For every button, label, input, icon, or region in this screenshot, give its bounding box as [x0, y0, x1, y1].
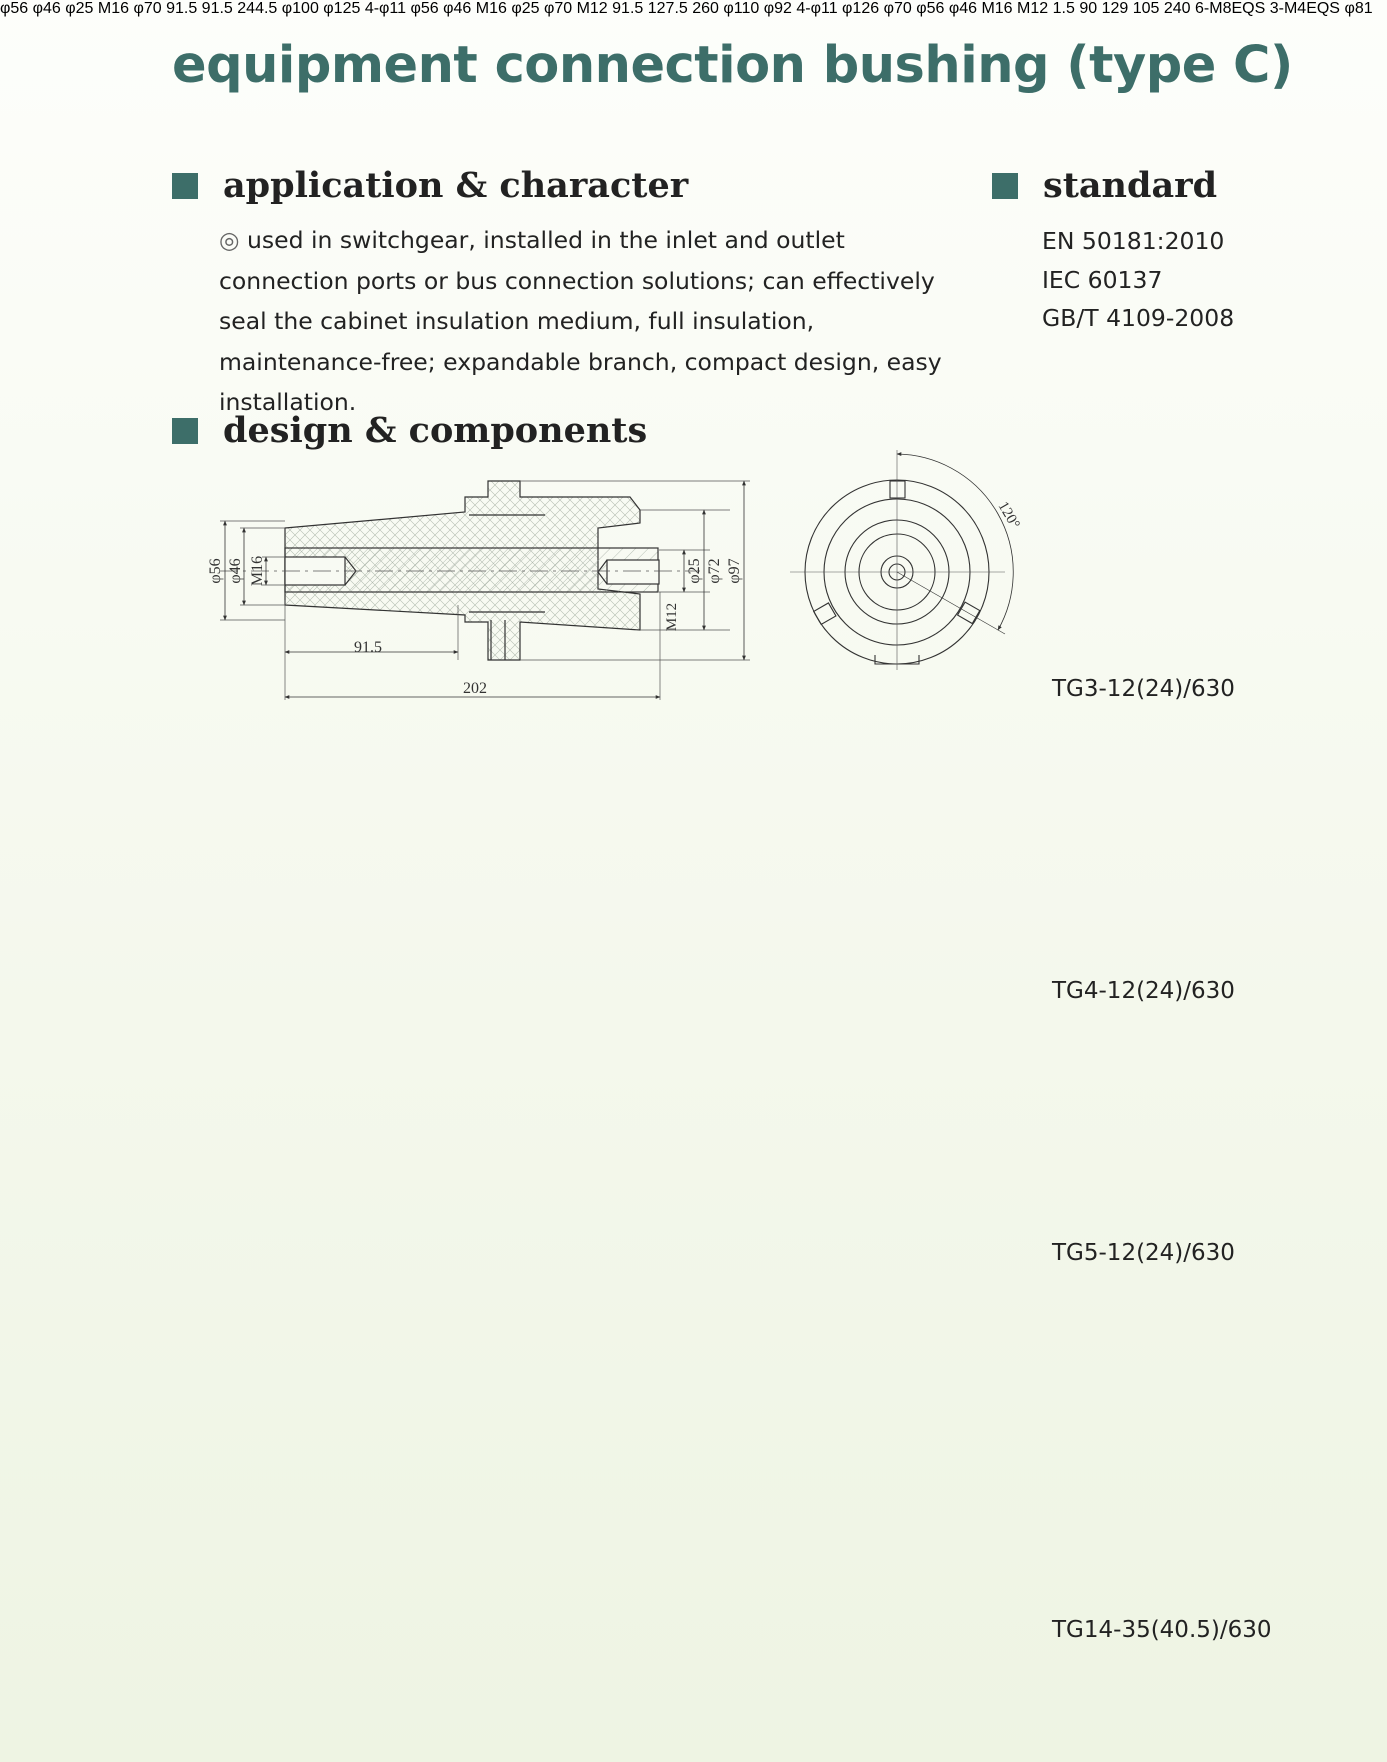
dim-d25: φ25 — [686, 558, 703, 584]
dim-l1: 91.5 — [612, 0, 644, 17]
dim-d97: φ97 — [726, 558, 743, 584]
dim-d125: φ125 — [323, 0, 361, 17]
dim-bolts3: 3-M4EQS — [1269, 0, 1340, 17]
dim-m16: M16 — [249, 555, 266, 587]
dim-d70: φ70 — [133, 0, 162, 17]
dim-holes: 4-φ11 — [796, 0, 838, 17]
application-heading: application & character — [223, 165, 689, 206]
dim-l1: 90 — [1079, 0, 1098, 17]
dim-bolts6: 6-M8EQS — [1195, 0, 1266, 17]
dim-d46: φ46 — [32, 0, 61, 17]
dim-d56: φ56 — [0, 0, 29, 17]
model-label-tg14: TG14-35(40.5)/630 — [1052, 1617, 1272, 1643]
application-text: used in switchgear, installed in the inlet and outlet connection ports or bus connection solutions; can effectively seal the cabinet insulation medium, full insulation, maintenance-free; expandable branch, compact design, easy installation. — [219, 226, 942, 416]
dim-m12: M12 — [664, 602, 680, 632]
model-label-tg4: TG4-12(24)/630 — [1052, 978, 1235, 1004]
dim-l2: 127.5 — [647, 0, 688, 17]
bushing-end-view — [790, 450, 1013, 670]
drawing-tg3 — [207, 450, 1023, 700]
dim-l2: 129 — [1101, 0, 1129, 17]
dim-l3: 244.5 — [237, 0, 278, 17]
dim-d46: φ46 — [227, 558, 244, 584]
standard-item: GB/T 4109-2008 — [1042, 304, 1235, 332]
dim-pcd: φ81 — [1344, 0, 1373, 17]
dim-d46: φ46 — [443, 0, 472, 17]
dim-m16: M16 — [981, 0, 1013, 17]
dim-m12: M12 — [576, 0, 608, 17]
dim-l2: 91.5 — [201, 0, 233, 17]
design-heading: design & components — [223, 410, 648, 451]
dim-d56: φ56 — [916, 0, 945, 17]
dim-d46: φ46 — [948, 0, 977, 17]
dim-d100: φ100 — [281, 0, 319, 17]
standard-item: IEC 60137 — [1042, 265, 1163, 294]
dim-d92: φ92 — [763, 0, 792, 17]
dim-l4: 240 — [1163, 0, 1191, 17]
model-label-tg3: TG3-12(24)/630 — [1052, 676, 1235, 702]
dim-l0: 1.5 — [1052, 0, 1075, 17]
bullet-icon: ◎ — [219, 226, 240, 254]
dim-m16: M16 — [475, 0, 507, 17]
bushing-side-view — [285, 481, 659, 660]
dim-l1: 91.5 — [166, 0, 198, 17]
dim-d56: φ56 — [410, 0, 439, 17]
dim-m12: M12 — [1017, 0, 1049, 17]
dim-m16: M16 — [97, 0, 129, 17]
dim-l2: 202 — [463, 680, 487, 697]
dim-d25: φ25 — [65, 0, 94, 17]
dim-l3: 260 — [692, 0, 719, 17]
standard-heading: standard — [1043, 165, 1218, 206]
dim-d56: φ56 — [207, 558, 224, 584]
dim-l1: 91.5 — [354, 639, 382, 656]
dim-d126: φ126 — [842, 0, 880, 17]
standard-item: EN 50181:2010 — [1042, 227, 1225, 255]
dim-d70: φ70 — [543, 0, 573, 17]
dim-l3: 105 — [1132, 0, 1160, 17]
dim-d72: φ72 — [706, 558, 723, 584]
dim-holes: 4-φ11 — [364, 0, 407, 17]
dim-d70: φ70 — [883, 0, 912, 17]
dim-d110: φ110 — [723, 0, 760, 17]
model-label-tg5: TG5-12(24)/630 — [1052, 1240, 1235, 1266]
dim-angle: 120° — [994, 499, 1023, 532]
page-title: equipment connection bushing (type C) — [172, 36, 1293, 95]
dim-d25: φ25 — [511, 0, 540, 17]
